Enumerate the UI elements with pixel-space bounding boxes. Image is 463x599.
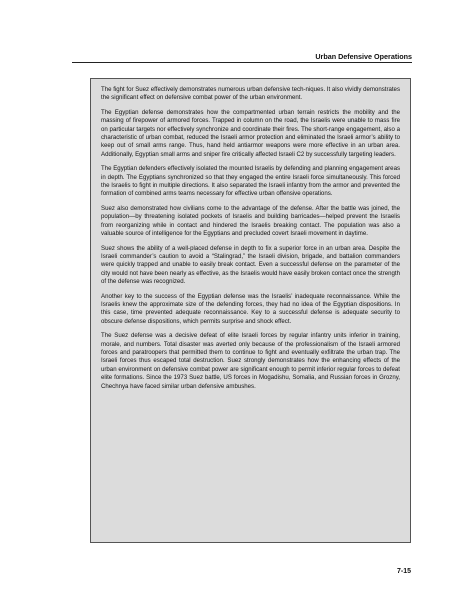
running-header-title: Urban Defensive Operations [315, 52, 412, 61]
sidebar-box [90, 78, 411, 543]
sidebar-paragraph-7: The Suez defense was a decisive defeat of elite Israeli forces by regular infantry units inferior in training, morale, and numbers. Total disaster was averted only because of the professionalism of the Israeli armored forces and paratroopers that permitted them to continue to fight and eventually exfiltrate the urban trap. The Israeli forces thus escaped total destruction. Suez strongly demonstrates how the enhancing effects of the urban environment on defensive combat power are significant enough to permit inferior regular forces to defeat elite formations. Since the 1973 Suez battle, US forces in Mogadishu, Somalia, and Russian forces in Grozny, Chechnya have faced similar urban defensive ambushes. [101, 332, 400, 390]
sidebar-paragraph-4: Suez also demonstrated how civilians come to the advantage of the defense. After the battle was joined, the population—by threatening isolated pockets of Israelis and building barricades—helped prevent the Israelis from reorganizing while in contact and hindered the Israelis breaking contact. The population was also a valuable source of intelligence for the Egyptians and precluded covert Israeli movement in daytime. [101, 204, 400, 238]
sidebar-paragraph-1: The fight for Suez effectively demonstrates numerous urban defensive tech-niques. It also vividly demonstrates the significant effect on defensive combat power of the urban environment. [101, 86, 400, 102]
page-number: 7-15 [396, 568, 411, 575]
header-rule [72, 62, 412, 63]
sidebar-paragraph-6: Another key to the success of the Egyptian defense was the Israelis’ inadequate reconnaissance. While the Israelis knew the approximate size of the defending forces, they had no idea of the Egyptian dispositions. In this case, time prevented adequate reconnaissance. Key to a successful defense is adequate security to obscure defense dispositions, which permits surprise and shock effect. [101, 292, 400, 325]
sidebar-paragraph-2: The Egyptian defense demonstrates how the compartmented urban terrain restricts the mobility and the massing of firepower of armored forces. Trapped in column on the road, the Israelis were unable to mass fire on particular targets nor effectively synchronize and coordinate their fires. The short-range engagement, also a characteristic of urban combat, reduced the Israeli armor protection and eliminated the Israeli armor’s ability to keep out of small arms range. Thus, hand held antiarmor weapons were more effective in an urban area. Additionally, Egyptian small arms and sniper fire critically affected Israeli C2 by successfully targeting leaders. [101, 108, 400, 158]
sidebar-content [101, 86, 400, 397]
sidebar-paragraph-5: Suez shows the ability of a well-placed defense in depth to fix a superior force in an urban area. Despite the Israeli commander’s caution to avoid a “Stalingrad,” the Israeli division, brigade, and battalion commanders were quickly trapped and unable to easily break contact. Even a successful defense on the parameter of the city would not have been nearly as effective, as the Israelis would have easily broken contact once the strength of the defense was recognized. [101, 244, 400, 286]
sidebar-paragraph-3: The Egyptian defenders effectively isolated the mounted Israelis by defending and planning engagement areas in depth. The Egyptians synchronized so that they engaged the entire Israeli force simultaneously. This forced the Israelis to fight in multiple directions. It also separated the Israeli infantry from the armor and prevented the formation of combined arms teams necessary for effective urban offensive operations. [101, 165, 400, 198]
